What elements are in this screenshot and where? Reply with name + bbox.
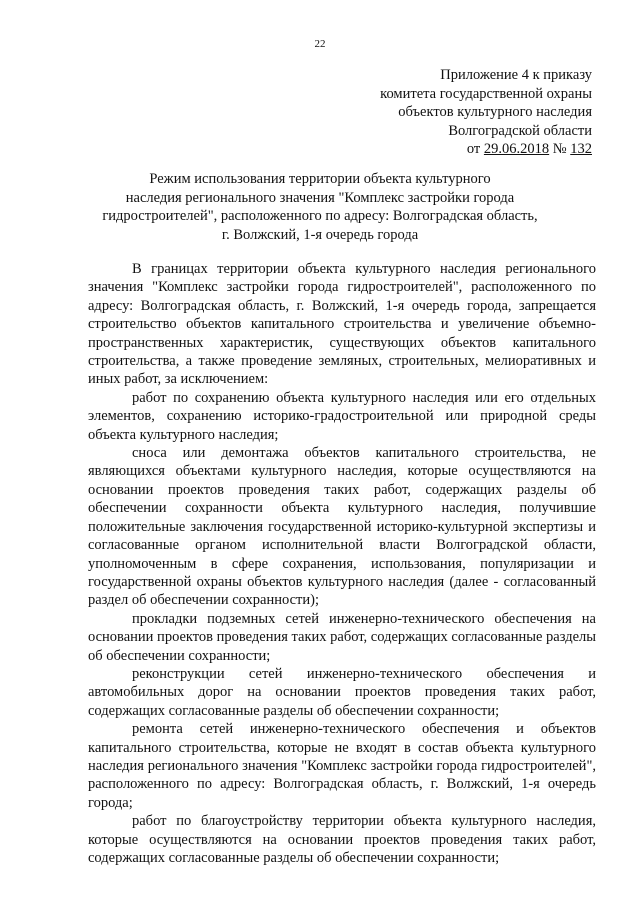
appendix-date-line xyxy=(292,140,592,159)
title-line-4: г. Волжский, 1-я очередь города xyxy=(221,226,419,243)
appendix-line-1: Приложение 4 к приказу xyxy=(440,67,592,83)
paragraph: работ по сохранению объекта культурного наследия или его отдельных элементов, сохранению историко-градостроительной или природной среды объекта культурного наследия; xyxy=(88,389,596,443)
title-line-2: наследия регионального значения "Комплекс застройки города xyxy=(125,189,515,206)
appendix-line-4: Волгоградской области xyxy=(448,122,592,139)
paragraph: В границах территории объекта культурного наследия регионального значения "Комплекс застройки города гидростроителей", расположенного по адресу: Волгоградская область, г. Волжский, 1-я очередь города, запрещается строительство объектов капитального строительства и увеличение объемно-пространственных характеристик, существующих объектов капитального строительства, а также проведение земляных, строительных, мелиоративных и иных работ, за исключением: xyxy=(88,261,596,388)
paragraph: прокладки подземных сетей инженерно-технического обеспечения на основании проектов проведения таких работ, содержащих согласованные разделы об обеспечении сохранности; xyxy=(88,610,596,664)
paragraph: ремонта сетей инженерно-технического обеспечения и объектов капитального строительства, которые не входят в состав объекта культурного наследия регионального значения "Комплекс застройки города гидростроителей", расположенного по адресу: Волгоградская область, г. Волжский, 1-я очередь города; xyxy=(88,721,596,811)
page-number: 22 xyxy=(314,38,326,50)
appendix-line-2: комитета государственной охраны xyxy=(380,85,592,102)
number-prefix: № xyxy=(552,141,567,157)
date-prefix: от xyxy=(466,141,481,157)
document-body xyxy=(88,260,596,867)
paragraph: работ по благоустройству территории объекта культурного наследия, которые осуществляются на основании проектов проведения таких работ, содержащих согласованные разделы об обеспечении сохранности; xyxy=(88,813,596,866)
order-date: 29.06.2018 xyxy=(483,141,550,157)
paragraph: сноса или демонтажа объектов капитального строительства, не являющихся объектами культурного наследия, которые осуществляются на основании проектов проведения таких работ, содержащих разделы об обеспечении сохранности объекта культурного наследия, получившие положительные заключения государственной историко-культурной экспертизы и согласованные органом исполнительной власти Волгоградской области, уполномоченным в сфере сохранения, использования, популяризации и государственной охраны объектов культурного наследия (далее - согласованный раздел об обеспечении сохранности); xyxy=(88,445,596,609)
paragraph: реконструкции сетей инженерно-технического обеспечения и автомобильных дорог на основании проектов проведения таких работ, содержащих согласованные разделы об обеспечении сохранности; xyxy=(88,665,596,719)
document-title xyxy=(88,170,552,244)
title-line-3: гидростроителей", расположенного по адресу: Волгоградская область, xyxy=(102,208,538,224)
appendix-header xyxy=(292,66,592,159)
appendix-line-3: объектов культурного наследия xyxy=(398,104,592,120)
title-line-1: Режим использования территории объекта культурного xyxy=(149,171,491,187)
order-number: 132 xyxy=(570,141,592,157)
